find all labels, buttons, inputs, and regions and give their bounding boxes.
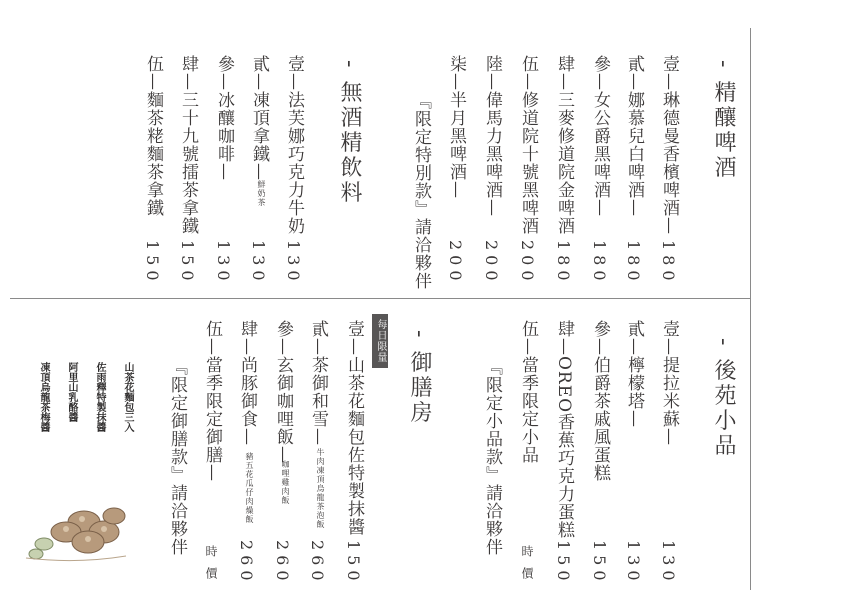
craft-beer-price-6: 200 [482,240,501,286]
kitchen-price-1: 150 [344,540,363,586]
dessert-item-5: 伍—當季限定小品 [518,320,538,464]
non-alcohol-item-1: 壹—法芙娜巧克力牛奶 [284,55,304,235]
craft-beer-price-1: 180 [659,240,678,286]
dessert-item-2: 貳—檸檬塔— [624,320,644,428]
dessert-price-2: 130 [624,540,643,586]
non-alcohol-price-1: 130 [284,240,303,286]
dessert-item-3: 參—伯爵茶戚風蛋糕 [590,320,610,482]
kitchen-item-5: 伍—當季限定御膳— [202,320,222,482]
kitchen-special: 『限定御膳款』請洽夥伴 [167,358,187,556]
craft-beer-item-3: 參—女公爵黑啤酒— [590,55,610,217]
craft-beer-price-5: 200 [518,240,537,286]
craft-beer-item-5: 伍—修道院十號黑啤酒 [518,55,538,235]
craft-beer-item-4: 肆—三麥修道院金啤酒 [554,55,574,235]
non-alcohol-price-4: 150 [178,240,197,286]
kitchen-note-3: 咖哩雞肉飯 [281,460,290,505]
dessert-price-1: 130 [659,540,678,586]
non-alcohol-title: - 無酒精飲料 [337,60,362,206]
spread-item-1: 佐雨釋特製抹醬 [94,362,105,432]
craft-beer-item-2: 貳—娜慕兒白啤酒— [624,55,644,217]
kitchen-note-4: 豬五花瓜仔肉燥飯 [245,452,254,524]
kitchen-note-2: 牛肉凍頂烏龍茶泡飯 [316,448,325,529]
bread-spreads-title: 山茶花麵包三入 [122,362,133,432]
craft-beer-price-3: 180 [590,240,609,286]
craft-beer-price-2: 180 [624,240,643,286]
craft-beer-price-4: 180 [554,240,573,286]
craft-beer-item-1: 壹—琳德曼香檳啤酒— [659,55,679,235]
dessert-price-5: 時價 [520,545,534,589]
kitchen-price-4: 260 [237,540,256,586]
spread-item-3: 凍頂烏龍茶梅醬 [38,362,49,432]
daily-limited-badge: 每日限量 [372,314,388,368]
non-alcohol-price-2: 130 [249,240,268,286]
dessert-title: - 後苑小品 [711,338,736,459]
non-alcohol-price-3: 130 [214,240,233,286]
craft-beer-price-7: 200 [446,240,465,286]
dessert-item-1: 壹—提拉米蘇— [659,320,679,446]
horizontal-divider [10,298,750,299]
dessert-price-3: 150 [590,540,609,586]
spread-item-2: 阿里山乳酪醬 [66,362,77,422]
non-alcohol-price-5: 150 [143,240,162,286]
bread-illustration [22,494,132,564]
dessert-item-4: 肆—OREO香蕉巧克力蛋糕 [554,320,574,540]
kitchen-title: - 御膳房 [407,330,432,426]
dessert-price-4: 150 [554,540,573,586]
kitchen-item-2: 貳—茶御和雪— [308,320,328,446]
non-alcohol-item-4: 肆—三十九號擂茶拿鐵 [178,55,198,235]
craft-beer-item-7: 柒—半月黑啤酒— [446,55,466,199]
kitchen-price-3: 260 [273,540,292,586]
kitchen-item-4: 肆—尚豚御食— [237,320,257,446]
non-alcohol-item-2: 貳—凍頂拿鐵— [249,55,269,181]
non-alcohol-item-5: 伍—麵茶粩麵茶拿鐵 [143,55,163,217]
kitchen-item-1: 壹—山茶花麵包佐特製抹醬 [344,320,364,536]
craft-beer-item-6: 陸—偉馬力黑啤酒— [482,55,502,217]
craft-beer-special: 『限定特別款』請洽夥伴 [411,92,431,290]
kitchen-item-3: 參—玄御咖哩飯— [273,320,293,464]
vertical-divider [750,28,751,590]
dessert-special: 『限定小品款』請洽夥伴 [482,358,502,556]
non-alcohol-note-2: 鮮奶茶 [257,180,266,207]
craft-beer-title: - 精釀啤酒 [711,60,736,181]
kitchen-price-5: 時價 [204,545,218,589]
non-alcohol-item-3: 參—冰釀咖啡— [214,55,234,181]
kitchen-price-2: 260 [308,540,327,586]
